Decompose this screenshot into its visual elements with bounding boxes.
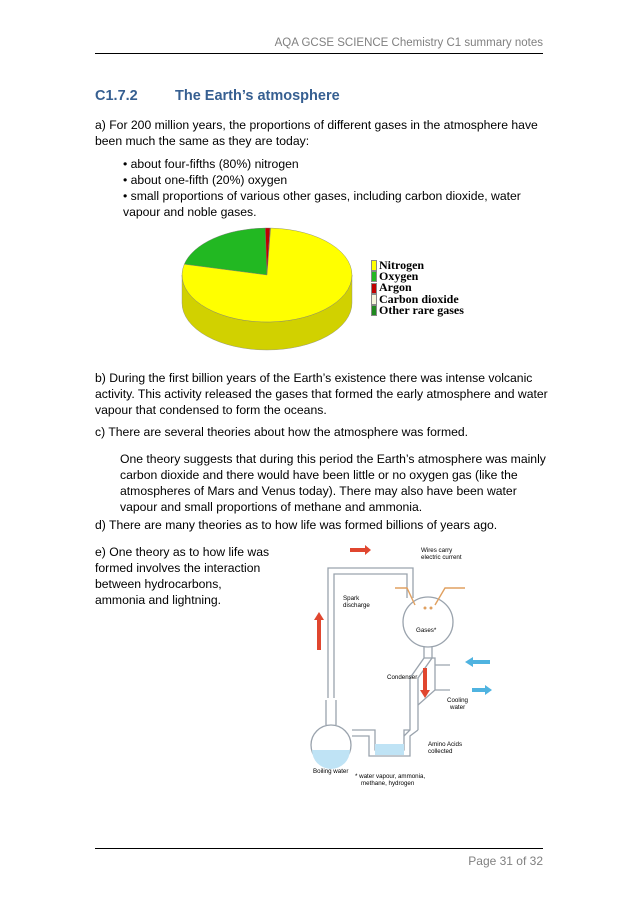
arrow-right-icon: [350, 545, 371, 555]
trap-water: [375, 744, 404, 755]
text-line: between hydrocarbons,: [95, 577, 222, 591]
spark-point: [424, 607, 427, 610]
legend-swatch: [372, 284, 376, 293]
text-line: One theory suggests that during this period the Earth’s atmosphere was mainly: [120, 452, 546, 466]
boiling-water: [312, 750, 350, 769]
spark-label: Spark: [343, 595, 360, 602]
list-item: • about one-fifth (20%) oxygen: [123, 173, 288, 187]
legend-swatch: [372, 295, 376, 304]
text-line: b) During the first billion years of the Earth’s existence there was intense volcanic: [95, 371, 533, 385]
legend-label: Argon: [379, 280, 412, 295]
text-line: carbon dioxide and there would have been little or no oxygen gas (like the: [120, 468, 518, 482]
gas-bullet-list: [123, 156, 543, 220]
section-number: C1.7.2: [95, 88, 138, 104]
text-line: c) There are several theories about how the atmosphere was formed.: [95, 425, 469, 439]
list-item: • small proportions of various other gases, including carbon dioxide, water: [123, 189, 521, 203]
atmosphere-pie-chart: [170, 220, 365, 360]
list-item: • about four-fifths (80%) nitrogen: [123, 157, 299, 171]
legend-label: Carbon dioxide: [379, 291, 459, 306]
text-line: vapour and small proportions of methane and ammonia.: [120, 500, 423, 514]
text-line: been much the same as they are today:: [95, 134, 310, 148]
apparatus-tubes: [311, 568, 453, 765]
legend-label: Oxygen: [379, 269, 419, 284]
text-line: d) There are many theories as to how life was formed billions of years ago.: [95, 518, 498, 532]
legend-item: [372, 302, 464, 317]
amino-label: collected: [428, 748, 453, 755]
legend-label: Nitrogen: [379, 258, 425, 272]
footnote-label: * water vapour, ammonia,: [355, 773, 426, 780]
page-header: AQA GCSE SCIENCE Chemistry C1 summary notes: [274, 37, 543, 49]
paragraph-c-theory: [120, 451, 546, 515]
arrow-up-icon: [314, 612, 324, 650]
legend-swatch: [372, 272, 376, 281]
header-rule: [95, 53, 543, 54]
cooling-label: Cooling: [447, 697, 468, 704]
text-line: activity. This activity released the gases that formed the early atmosphere and water: [95, 387, 548, 401]
spark-point: [430, 607, 433, 610]
legend-swatch: [372, 306, 376, 315]
paragraph-d: [95, 517, 545, 533]
arrow-left-icon: [465, 657, 490, 667]
text-line: a) For 200 million years, the proportions of different gases in the atmosphere have: [95, 118, 538, 132]
footer-rule: [95, 848, 543, 849]
boiling-label: Boiling water: [313, 768, 349, 775]
legend-label: Other rare gases: [379, 302, 464, 317]
condenser-label: Condenser: [387, 674, 418, 681]
legend-swatch: [372, 261, 376, 270]
cooling-label: water: [450, 704, 466, 711]
section-title: The Earth’s atmosphere: [175, 88, 340, 104]
text-line: atmospheres of Mars and Venus today). There may also have been water: [120, 484, 517, 498]
amino-label: Amino Acids: [428, 741, 463, 748]
pie-legend: [372, 260, 464, 316]
miller-urey-diagram: [295, 540, 500, 795]
footnote-label: methane, hydrogen: [361, 780, 415, 787]
wires-label: Wires carry: [421, 547, 453, 554]
text-line: vapour that condensed to form the oceans.: [95, 403, 327, 417]
text-line: e) One theory as to how life was: [95, 545, 270, 559]
text-line: formed involves the interaction: [95, 561, 261, 575]
page-number: Page 31 of 32: [468, 854, 543, 868]
paragraph-b: [95, 370, 548, 418]
pie-slices: [182, 228, 352, 322]
paragraph-e: [95, 544, 295, 608]
text-line: ammonia and lightning.: [95, 593, 222, 607]
paragraph-a: [95, 117, 545, 149]
paragraph-c: [95, 424, 545, 440]
wires-label: electric current: [421, 554, 462, 561]
gases-label: Gases*: [416, 627, 437, 634]
arrow-right-icon: [472, 685, 492, 695]
list-item: vapour and noble gases.: [123, 205, 257, 219]
section-heading: [95, 88, 340, 104]
spark-label: discharge: [343, 602, 370, 609]
